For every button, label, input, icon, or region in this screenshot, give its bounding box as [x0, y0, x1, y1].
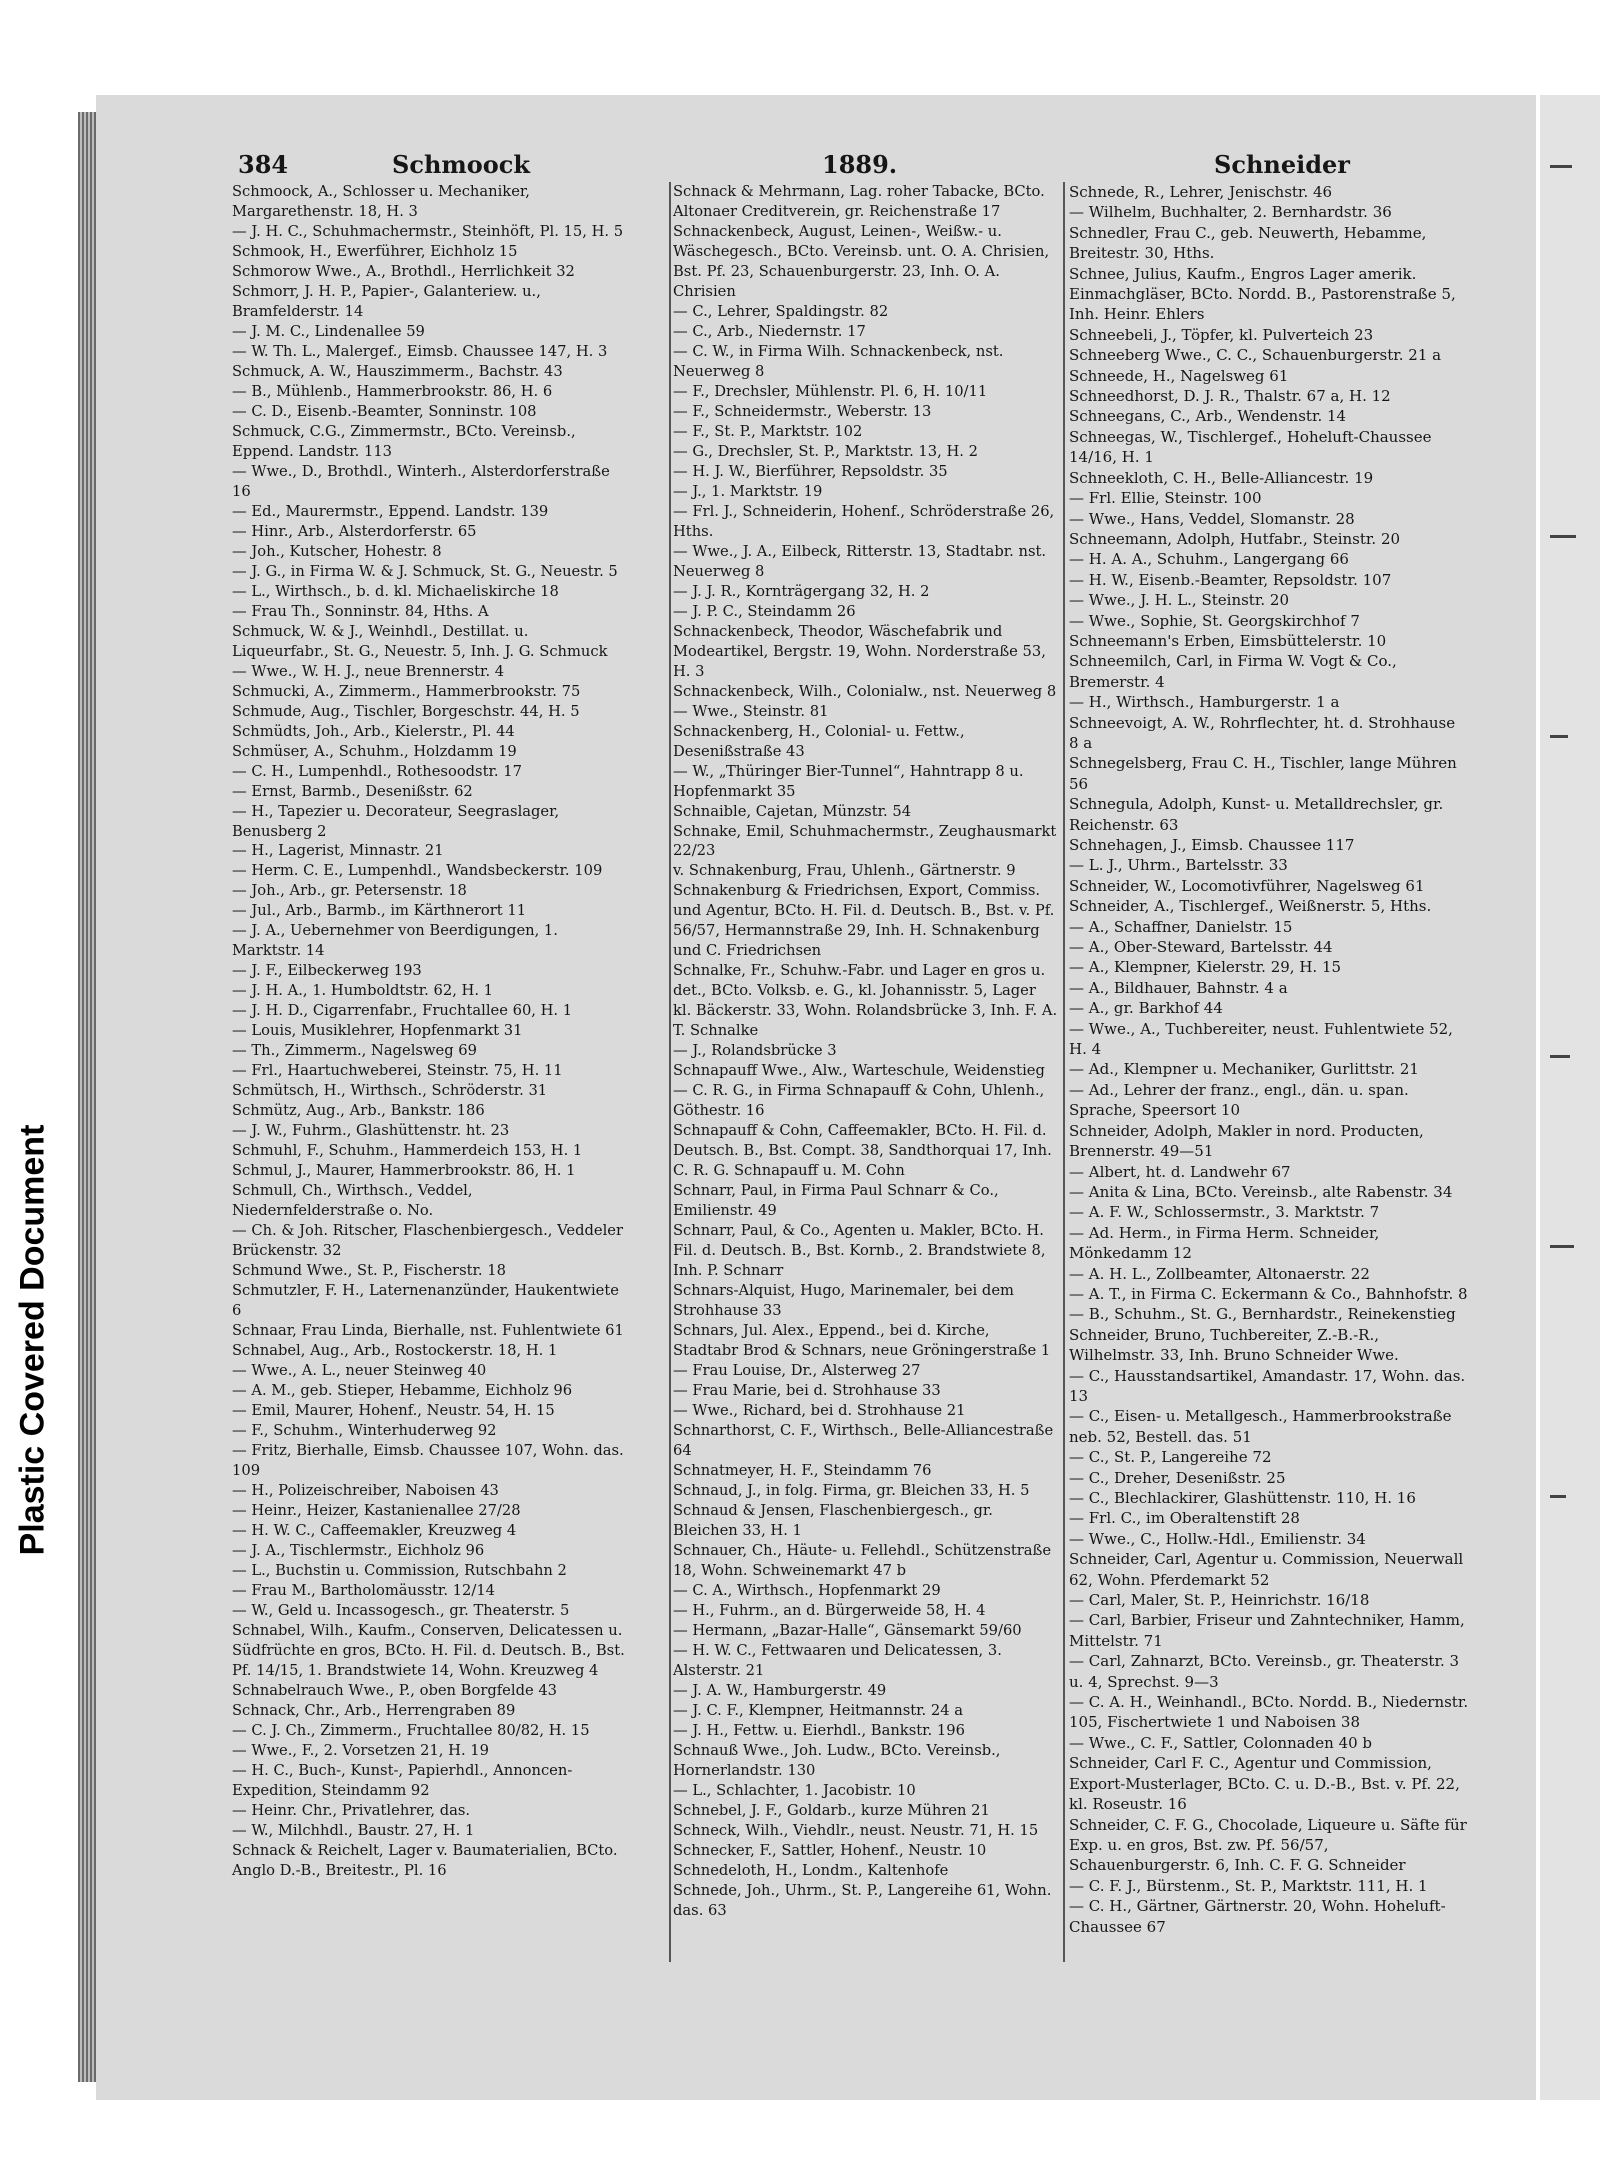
- directory-entry: — F., Schuhm., Winterhuderweg 92: [232, 1422, 497, 1440]
- directory-entry: — H. A. A., Schuhm., Langergang 66: [1069, 550, 1349, 569]
- directory-entry: Schneck, Wilh., Viehdlr., neust. Neustr. 71, H. 15: [673, 1821, 1039, 1839]
- directory-entry: Schnakenburg & Friedrichsen, Export, Commiss. und Agentur, BCto. H. Fil. d. Deutsch. B., Bst. v. Pf. 56/57, Hermannstraße 29, Inh. H. Schnakenburg und C. Friedrichsen: [673, 882, 1055, 960]
- directory-entry: Schnapauff & Cohn, Caffeemakler, BCto. H. Fil. d. Deutsch. B., Bst. Compt. 38, Sandthorquai 17, Inh. C. R. G. Schnapauff u. M. Cohn: [673, 1122, 1052, 1180]
- directory-entry: Schnede, Joh., Uhrm., St. P., Langereihe 61, Wohn. das. 63: [673, 1881, 1052, 1919]
- directory-entry: Schnabel, Aug., Arb., Rostockerstr. 18, H. 1: [232, 1342, 558, 1360]
- directory-column-2: [673, 182, 1058, 1921]
- directory-entry: — G., Drechsler, St. P., Marktstr. 13, H. 2: [673, 442, 978, 460]
- directory-entry: Schmuhl, F., Schuhm., Hammerdeich 153, H. 1: [232, 1142, 583, 1160]
- directory-entry: — B., Mühlenb., Hammerbrookstr. 86, H. 6: [232, 382, 553, 400]
- directory-entry: Schnackenbeck, Wilh., Colonialw., nst. Neuerweg 8: [673, 682, 1057, 700]
- directory-entry: Schnedeloth, H., Londm., Kaltenhofe: [673, 1861, 949, 1879]
- directory-entry: — Wwe., C., Hollw.-Hdl., Emilienstr. 34: [1069, 1529, 1366, 1548]
- directory-entry: — L., Buchstin u. Commission, Rutschbahn 2: [232, 1561, 567, 1579]
- directory-entry: — Wwe., Hans, Veddel, Slomanstr. 28: [1069, 509, 1355, 528]
- directory-entry: Schmutzler, F. H., Laternenanzünder, Haukentwiete 6: [232, 1282, 619, 1320]
- directory-entry: — Frl. J., Schneiderin, Hohenf., Schröderstraße 26, Hths.: [673, 502, 1055, 540]
- directory-entry: Schmucki, A., Zimmerm., Hammerbrookstr. 75: [232, 682, 581, 700]
- directory-entry: — Frl. C., im Oberaltenstift 28: [1069, 1509, 1300, 1528]
- directory-entry: — Wwe., Sophie, St. Georgskirchhof 7: [1069, 611, 1360, 630]
- directory-entry: — J. A. W., Hamburgerstr. 49: [673, 1681, 887, 1699]
- directory-entry: Schnackenbeck, Theodor, Wäschefabrik und Modeartikel, Bergstr. 19, Wohn. Norderstraße 53, H. 3: [673, 622, 1046, 680]
- directory-entry: Schneider, Bruno, Tuchbereiter, Z.-B.-R., Wilhelmstr. 33, Inh. Bruno Schneider Wwe.: [1069, 1325, 1399, 1365]
- directory-entry: Schnede, R., Lehrer, Jenischstr. 46: [1069, 183, 1333, 201]
- directory-entry: — C., Dreher, Desenißstr. 25: [1069, 1468, 1286, 1487]
- directory-entry: Schmorr, J. H. P., Papier-, Galanteriew. u., Bramfelderstr. 14: [232, 282, 541, 320]
- directory-entry: — Ed., Maurermstr., Eppend. Landstr. 139: [232, 502, 549, 520]
- directory-entry: Schneemilch, Carl, in Firma W. Vogt & Co., Bremerstr. 4: [1069, 652, 1397, 691]
- directory-entry: — H. W. C., Fettwaaren und Delicatessen, 3. Alsterstr. 21: [673, 1641, 1002, 1679]
- directory-entry: — B., Schuhm., St. G., Bernhardstr., Reinekenstieg: [1069, 1305, 1456, 1324]
- directory-entry: — A., Ober-Steward, Bartelsstr. 44: [1069, 938, 1333, 957]
- directory-column-1: [232, 182, 627, 1881]
- directory-entry: Schneider, Adolph, Makler in nord. Producten, Brennerstr. 49—51: [1069, 1121, 1424, 1161]
- directory-entry: Schmuck, C.G., Zimmermstr., BCto. Vereinsb., Eppend. Landstr. 113: [232, 422, 576, 460]
- directory-entry: — A. F. W., Schlossermstr., 3. Marktstr. 7: [1069, 1203, 1380, 1222]
- directory-entry: — W. Th. L., Malergef., Eimsb. Chaussee 147, H. 3: [232, 342, 608, 360]
- directory-entry: Schneider, Carl, Agentur u. Commission, Neuerwall 62, Wohn. Pferdemarkt 52: [1069, 1550, 1464, 1589]
- directory-entry: v. Schnakenburg, Frau, Uhlenh., Gärtnerstr. 9: [673, 862, 1016, 880]
- directory-entry: Schmul, J., Maurer, Hammerbrookstr. 86, H. 1: [232, 1162, 576, 1180]
- directory-entry: Schnaud & Jensen, Flaschenbiergesch., gr. Bleichen 33, H. 1: [673, 1501, 993, 1539]
- directory-entry: — C. F. J., Bürstenm., St. P., Marktstr. 111, H. 1: [1069, 1876, 1428, 1895]
- directory-entry: Schneeberg Wwe., C. C., Schauenburgerstr. 21 a: [1069, 346, 1442, 365]
- directory-entry: — H. W., Eisenb.-Beamter, Repsoldstr. 107: [1069, 570, 1392, 589]
- directory-entry: — Wwe., C. F., Sattler, Colonnaden 40 b: [1069, 1733, 1373, 1752]
- directory-entry: Schnauer, Ch., Häute- u. Fellehdl., Schützenstraße 18, Wohn. Schweinemarkt 47 b: [673, 1541, 1052, 1579]
- directory-entry: Schneider, A., Tischlergef., Weißnerstr. 5, Hths.: [1069, 897, 1432, 916]
- directory-entry: — W., Milchhdl., Baustr. 27, H. 1: [232, 1821, 475, 1839]
- directory-entry: Schnaible, Cajetan, Münzstr. 54: [673, 802, 912, 820]
- directory-entry: — C. W., in Firma Wilh. Schnackenbeck, nst. Neuerweg 8: [673, 342, 1004, 380]
- directory-entry: — A., Bildhauer, Bahnstr. 4 a: [1069, 978, 1288, 997]
- directory-entry: — C. D., Eisenb.-Beamter, Sonninstr. 108: [232, 402, 537, 420]
- directory-entry: Schneedhorst, D. J. R., Thalstr. 67 a, H. 12: [1069, 387, 1391, 406]
- directory-entry: — F., Schneidermstr., Weberstr. 13: [673, 402, 932, 420]
- directory-entry: Schnalke, Fr., Schuhw.-Fabr. und Lager en gros u. det., BCto. Volksb. e. G., kl. Johannisstr. 5, Lager kl. Bäckerstr. 33, Wohn. Rolandsbrücke 3, Inh. F. A. T. Schnalke: [673, 962, 1058, 1040]
- directory-entry: — Carl, Zahnarzt, BCto. Vereinsb., gr. Theaterstr. 3 u. 4, Sprechst. 9—3: [1069, 1652, 1460, 1691]
- directory-entry: Schnars-Alquist, Hugo, Marinemaler, bei dem Strohhause 33: [673, 1282, 1014, 1320]
- directory-entry: Schnaar, Frau Linda, Bierhalle, nst. Fuhlentwiete 61: [232, 1322, 624, 1340]
- directory-entry: — A., Schaffner, Danielstr. 15: [1069, 917, 1293, 936]
- directory-entry: — Wwe., J. H. L., Steinstr. 20: [1069, 591, 1289, 610]
- directory-entry: Schnackenbeck, August, Leinen-, Weißw.- u. Wäschegesch., BCto. Vereinsb. unt. O. A. Chrisien, Bst. Pf. 23, Schauenburgerstr. 23, Inh. O. A. Chrisien: [673, 222, 1050, 300]
- directory-entry: — Louis, Musiklehrer, Hopfenmarkt 31: [232, 1022, 523, 1040]
- directory-entry: — J. H. A., 1. Humboldtstr. 62, H. 1: [232, 982, 494, 1000]
- directory-entry: — J. H., Fettw. u. Eierhdl., Bankstr. 196: [673, 1721, 965, 1739]
- directory-entry: — Wilhelm, Buchhalter, 2. Bernhardstr. 36: [1069, 203, 1392, 222]
- directory-entry: — J. F., Eilbeckerweg 193: [232, 962, 422, 980]
- directory-entry: — Frau Th., Sonninstr. 84, Hths. A: [232, 602, 489, 620]
- directory-entry: Schneemann's Erben, Eimsbüttelerstr. 10: [1069, 631, 1387, 650]
- directory-entry: — J. A., Tischlermstr., Eichholz 96: [232, 1541, 485, 1559]
- directory-entry: — Jul., Arb., Barmb., im Kärthnerort 11: [232, 902, 527, 920]
- directory-entry: — A., Klempner, Kielerstr. 29, H. 15: [1069, 958, 1342, 977]
- directory-entry: Schnebel, J. F., Goldarb., kurze Mühren 21: [673, 1801, 990, 1819]
- directory-entry: Schmüser, A., Schuhm., Holzdamm 19: [232, 742, 517, 760]
- directory-entry: — Wwe., Steinstr. 81: [673, 702, 829, 720]
- directory-entry: — Hermann, „Bazar-Halle“, Gänsemarkt 59/60: [673, 1621, 1022, 1639]
- directory-entry: — C. H., Gärtner, Gärtnerstr. 20, Wohn. Hoheluft-Chaussee 67: [1069, 1897, 1446, 1936]
- directory-entry: — Wwe., J. A., Eilbeck, Ritterstr. 13, Stadtabr. nst. Neuerweg 8: [673, 542, 1047, 580]
- directory-entry: — H., Fuhrm., an d. Bürgerweide 58, H. 4: [673, 1601, 986, 1619]
- directory-entry: — Frl., Haartuchweberei, Steinstr. 75, H. 11: [232, 1062, 563, 1080]
- directory-entry: — Carl, Barbier, Friseur und Zahntechniker, Hamm, Mittelstr. 71: [1069, 1611, 1465, 1650]
- directory-entry: Schmund Wwe., St. P., Fischerstr. 18: [232, 1262, 506, 1280]
- directory-entry: — Wwe., D., Brothdl., Winterh., Alsterdorferstraße 16: [232, 462, 610, 500]
- directory-entry: Schmuck, W. & J., Weinhdl., Destillat. u. Liqueurfabr., St. G., Neuestr. 5, Inh. J. G. Schmuck: [232, 622, 608, 660]
- directory-entry: Schneede, H., Nagelsweg 61: [1069, 366, 1289, 385]
- directory-entry: Schneider, C. F. G., Chocolade, Liqueure u. Säfte für Exp. u. en gros, Bst. zw. Pf. 56/57, Schauenburgerstr. 6, Inh. C. F. G. Schneider: [1069, 1815, 1467, 1875]
- directory-entry: Schnegula, Adolph, Kunst- u. Metalldrechsler, gr. Reichenstr. 63: [1069, 795, 1444, 834]
- directory-entry: Schnack & Mehrmann, Lag. roher Tabacke, BCto. Altonaer Creditverein, gr. Reichenstraße 17: [673, 183, 1045, 220]
- directory-entry: — C. A. H., Weinhandl., BCto. Nordd. B., Niedernstr. 105, Fischertwiete 1 und Naboisen 38: [1069, 1693, 1469, 1732]
- directory-entry: — C., Eisen- u. Metallgesch., Hammerbrookstraße neb. 52, Bestell. das. 51: [1069, 1407, 1452, 1446]
- directory-entry: — Ad., Lehrer der franz., engl., dän. u. span. Sprache, Speersort 10: [1069, 1080, 1409, 1120]
- directory-entry: — Emil, Maurer, Hohenf., Neustr. 54, H. 15: [232, 1402, 555, 1420]
- directory-entry: Schnapauff Wwe., Alw., Warteschule, Weidenstieg: [673, 1062, 1045, 1080]
- directory-entry: — C. J. Ch., Zimmerm., Fruchtallee 80/82, H. 15: [232, 1721, 590, 1739]
- directory-entry: Schmull, Ch., Wirthsch., Veddel, Niedernfelderstraße o. No.: [232, 1182, 473, 1220]
- directory-entry: Schmüdts, Joh., Arb., Kielerstr., Pl. 44: [232, 722, 515, 740]
- directory-entry: — J., 1. Marktstr. 19: [673, 482, 823, 500]
- directory-entry: — C. A., Wirthsch., Hopfenmarkt 29: [673, 1581, 941, 1599]
- directory-entry: — Ernst, Barmb., Desenißstr. 62: [232, 782, 473, 800]
- directory-entry: — Ad., Klempner u. Mechaniker, Gurlittstr. 21: [1069, 1060, 1419, 1079]
- directory-entry: — J. J. R., Kornträgergang 32, H. 2: [673, 582, 930, 600]
- directory-entry: Schneevoigt, A. W., Rohrflechter, ht. d. Strohhause 8 a: [1069, 713, 1456, 752]
- directory-entry: Schnauß Wwe., Joh. Ludw., BCto. Vereinsb., Hornerlandstr. 130: [673, 1741, 1001, 1779]
- directory-entry: Schnarthorst, C. F., Wirthsch., Belle-Alliancestraße 64: [673, 1422, 1054, 1460]
- directory-entry: — Carl, Maler, St. P., Heinrichstr. 16/18: [1069, 1591, 1370, 1610]
- directory-entry: — Wwe., F., 2. Vorsetzen 21, H. 19: [232, 1741, 489, 1759]
- directory-entry: — J. M. C., Lindenallee 59: [232, 322, 425, 340]
- directory-entry: — J. G., in Firma W. & J. Schmuck, St. G., Neuestr. 5: [232, 562, 618, 580]
- directory-entry: — H., Wirthsch., Hamburgerstr. 1 a: [1069, 693, 1340, 712]
- directory-entry: — Heinr., Heizer, Kastanienallee 27/28: [232, 1501, 521, 1519]
- directory-entry: Schnake, Emil, Schuhmachermstr., Zeughausmarkt 22/23: [673, 822, 1057, 860]
- column-rule: [1063, 182, 1065, 1962]
- directory-entry: — Wwe., W. H. J., neue Brennerstr. 4: [232, 662, 505, 680]
- directory-entry: — J. P. C., Steindamm 26: [673, 602, 856, 620]
- directory-entry: — C. H., Lumpenhdl., Rothesoodstr. 17: [232, 762, 522, 780]
- directory-entry: — Th., Zimmerm., Nagelsweg 69: [232, 1042, 477, 1060]
- directory-entry: Schmoock, A., Schlosser u. Mechaniker, Margarethenstr. 18, H. 3: [232, 183, 530, 220]
- directory-entry: Schneemann, Adolph, Hutfabr., Steinstr. 20: [1069, 529, 1401, 548]
- page-number: 384: [238, 150, 289, 179]
- directory-entry: Schnatmeyer, H. F., Steindamm 76: [673, 1462, 932, 1479]
- directory-entry: — Wwe., A. L., neuer Steinweg 40: [232, 1362, 487, 1380]
- directory-column-3: [1069, 182, 1469, 1937]
- directory-entry: Schneider, W., Locomotivführer, Nagelsweg 61: [1069, 876, 1425, 895]
- directory-entry: Schmook, H., Ewerführer, Eichholz 15: [232, 242, 518, 260]
- directory-entry: — H. W. C., Caffeemakler, Kreuzweg 4: [232, 1521, 517, 1539]
- directory-entry: — Ad. Herm., in Firma Herm. Schneider, Mönkedamm 12: [1069, 1223, 1380, 1263]
- directory-entry: — C., St. P., Langereihe 72: [1069, 1448, 1272, 1467]
- directory-entry: Schnabel, Wilh., Kaufm., Conserven, Delicatessen u. Südfrüchte en gros, BCto. H. Fil. d. Deutsch. B., Bst. Pf. 14/15, 1. Brandstwiete 14, Wohn. Kreuzweg 4: [232, 1621, 625, 1679]
- directory-entry: — J., Rolandsbrücke 3: [673, 1042, 837, 1060]
- left-keyword: Schmoock: [392, 150, 531, 179]
- directory-entry: — C., Lehrer, Spaldingstr. 82: [673, 302, 889, 320]
- directory-entry: — Albert, ht. d. Landwehr 67: [1069, 1162, 1291, 1181]
- directory-entry: — Herm. C. E., Lumpenhdl., Wandsbeckerstr. 109: [232, 862, 603, 880]
- directory-entry: — C., Hausstandsartikel, Amandastr. 17, Wohn. das. 13: [1069, 1366, 1466, 1405]
- directory-entry: Schnehagen, J., Eimsb. Chaussee 117: [1069, 836, 1355, 854]
- directory-entry: Schnack & Reichelt, Lager v. Baumaterialien, BCto. Anglo D.-B., Breitestr., Pl. 16: [232, 1841, 618, 1879]
- directory-entry: — W., Geld u. Incassogesch., gr. Theaterstr. 5: [232, 1601, 570, 1619]
- directory-entry: Schneegas, W., Tischlergef., Hoheluft-Chaussee 14/16, H. 1: [1069, 427, 1432, 467]
- directory-entry: — W., „Thüringer Bier-Tunnel“, Hahntrapp 8 u. Hopfenmarkt 35: [673, 762, 1024, 800]
- directory-entry: — A. M., geb. Stieper, Hebamme, Eichholz 96: [232, 1382, 573, 1400]
- directory-entry: — Frau M., Bartholomäusstr. 12/14: [232, 1581, 496, 1599]
- directory-entry: — J. H. C., Schuhmachermstr., Steinhöft, Pl. 15, H. 5: [232, 222, 624, 240]
- directory-entry: Schneekloth, C. H., Belle-Alliancestr. 19: [1069, 468, 1374, 487]
- directory-entry: Schnee, Julius, Kaufm., Engros Lager amerik. Einmachgläser, BCto. Nordd. B., Pastorenstraße 5, Inh. Heinr. Ehlers: [1069, 264, 1456, 324]
- directory-entry: — J. H. D., Cigarrenfabr., Fruchtallee 60, H. 1: [232, 1002, 573, 1020]
- directory-entry: Schnedler, Frau C., geb. Neuwerth, Hebamme, Breitestr. 30, Hths.: [1069, 223, 1427, 263]
- directory-entry: — L. J., Uhrm., Bartelsstr. 33: [1069, 856, 1288, 875]
- directory-entry: Schnaud, J., in folg. Firma, gr. Bleichen 33, H. 5: [673, 1481, 1030, 1499]
- directory-entry: — Joh., Arb., gr. Petersenstr. 18: [232, 882, 467, 900]
- directory-entry: — Wwe., A., Tuchbereiter, neust. Fuhlentwiete 52, H. 4: [1069, 1019, 1453, 1059]
- directory-entry: Schneebeli, J., Töpfer, kl. Pulverteich 23: [1069, 325, 1374, 344]
- directory-entry: — C. R. G., in Firma Schnapauff & Cohn, Uhlenh., Göthestr. 16: [673, 1082, 1045, 1120]
- directory-entry: — J. C. F., Klempner, Heitmannstr. 24 a: [673, 1701, 963, 1719]
- directory-entry: — A. T., in Firma C. Eckermann & Co., Bahnhofstr. 8: [1069, 1284, 1468, 1303]
- directory-entry: Schnarr, Paul, & Co., Agenten u. Makler, BCto. H. Fil. d. Deutsch. B., Bst. Kornb., 2. Brandstwiete 8, Inh. P. Schnarr: [673, 1222, 1046, 1280]
- directory-entry: — F., St. P., Marktstr. 102: [673, 422, 863, 440]
- directory-entry: Schnack, Chr., Arb., Herrengraben 89: [232, 1701, 516, 1719]
- column-rule: [669, 182, 671, 1962]
- directory-entry: — L., Schlachter, 1. Jacobistr. 10: [673, 1781, 916, 1799]
- book-page-edges: [78, 112, 96, 2082]
- directory-entry: Schnecker, F., Sattler, Hohenf., Neustr. 10: [673, 1841, 987, 1859]
- directory-entry: — A. H. L., Zollbeamter, Altonaerstr. 22: [1069, 1264, 1370, 1283]
- directory-entry: — Frau Louise, Dr., Alsterweg 27: [673, 1362, 921, 1380]
- directory-entry: — Anita & Lina, BCto. Vereinsb., alte Rabenstr. 34: [1069, 1182, 1453, 1201]
- directory-entry: Schnars, Jul. Alex., Eppend., bei d. Kirche, Stadtabr Brod & Schnars, neue Gröningerstraße 1: [673, 1322, 1051, 1360]
- directory-entry: — Frl. Ellie, Steinstr. 100: [1069, 489, 1262, 508]
- directory-entry: — Frau Marie, bei d. Strohhause 33: [673, 1382, 941, 1400]
- directory-entry: — H., Lagerist, Minnastr. 21: [232, 842, 444, 860]
- right-keyword: Schneider: [1214, 150, 1350, 179]
- directory-entry: Schmude, Aug., Tischler, Borgeschstr. 44, H. 5: [232, 702, 580, 720]
- directory-entry: — J. W., Fuhrm., Glashüttenstr. ht. 23: [232, 1122, 510, 1140]
- directory-entry: — H. C., Buch-, Kunst-, Papierhdl., Annoncen-Expedition, Steindamm 92: [232, 1761, 573, 1799]
- directory-entry: — Heinr. Chr., Privatlehrer, das.: [232, 1801, 471, 1819]
- directory-entry: — Fritz, Bierhalle, Eimsb. Chaussee 107, Wohn. das. 109: [232, 1442, 624, 1479]
- side-label: [8, 1080, 58, 1600]
- directory-entry: — H., Polizeischreiber, Naboisen 43: [232, 1481, 499, 1499]
- directory-entry: — L., Wirthsch., b. d. kl. Michaeliskirche 18: [232, 582, 559, 600]
- directory-entry: Schnabelrauch Wwe., P., oben Borgfelde 43: [232, 1681, 558, 1699]
- directory-entry: Schmütsch, H., Wirthsch., Schröderstr. 31: [232, 1082, 548, 1100]
- directory-entry: — H. J. W., Bierführer, Repsoldstr. 35: [673, 462, 948, 480]
- directory-entry: — Joh., Kutscher, Hohestr. 8: [232, 542, 442, 560]
- directory-entry: — Hinr., Arb., Alsterdorferstr. 65: [232, 522, 477, 540]
- directory-entry: — H., Tapezier u. Decorateur, Seegraslager, Benusberg 2: [232, 802, 560, 840]
- directory-entry: — A., gr. Barkhof 44: [1069, 999, 1223, 1018]
- directory-entry: — Ch. & Joh. Ritscher, Flaschenbiergesch., Veddeler Brückenstr. 32: [232, 1222, 623, 1260]
- directory-entry: — C., Arb., Niedernstr. 17: [673, 322, 866, 340]
- directory-entry: — F., Drechsler, Mühlenstr. Pl. 6, H. 10/11: [673, 382, 988, 400]
- directory-entry: Schmorow Wwe., A., Brothdl., Herrlichkeit 32: [232, 262, 575, 280]
- next-page-strip: [1540, 95, 1600, 2100]
- directory-entry: Schneegans, C., Arb., Wendenstr. 14: [1069, 407, 1347, 426]
- directory-entry: Schnegelsberg, Frau C. H., Tischler, lange Mühren 56: [1069, 754, 1457, 793]
- directory-entry: Schmütz, Aug., Arb., Bankstr. 186: [232, 1102, 485, 1120]
- directory-entry: Schneider, Carl F. C., Agentur und Commission, Export-Musterlager, BCto. C. u. D.-B., Bst. v. Pf. 22, kl. Roseustr. 16: [1069, 1754, 1460, 1814]
- directory-entry: Schnackenberg, H., Colonial- u. Fettw., Desenißstraße 43: [673, 722, 965, 760]
- directory-entry: — Wwe., Richard, bei d. Strohhause 21: [673, 1402, 966, 1420]
- directory-entry: — J. A., Uebernehmer von Beerdigungen, 1. Marktstr. 14: [232, 922, 558, 960]
- directory-entry: Schnarr, Paul, in Firma Paul Schnarr & Co., Emilienstr. 49: [673, 1182, 999, 1220]
- directory-entry: — C., Blechlackirer, Glashüttenstr. 110, H. 16: [1069, 1489, 1416, 1507]
- directory-entry: Schmuck, A. W., Hauszimmerm., Bachstr. 43: [232, 362, 563, 380]
- year: 1889.: [822, 150, 898, 179]
- side-label-text: Plastic Covered Document: [13, 1124, 52, 1556]
